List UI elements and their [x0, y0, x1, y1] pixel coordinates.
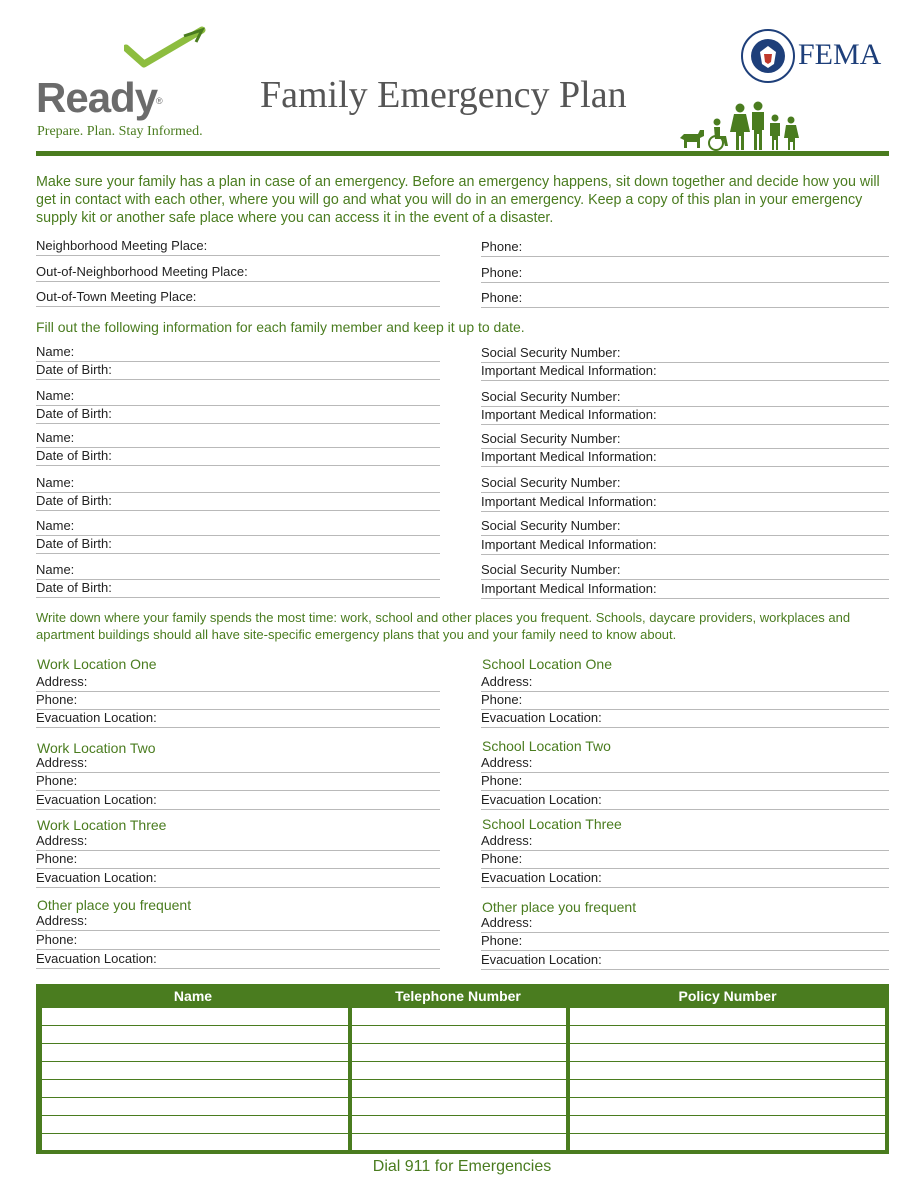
field-label: Out-of-Neighborhood Meeting Place:	[36, 264, 248, 279]
field-label: Name:	[36, 430, 75, 445]
field-label: Phone:	[481, 692, 523, 707]
places-instructions: Write down where your family spends the most time: work, school and other places you frequent. Schools, daycare providers, workplaces and apartment buildings should all have site-specific emergency plans that you and your family need to know about.	[36, 610, 851, 642]
field-label: Address:	[36, 674, 88, 689]
field-label: Date of Birth:	[36, 406, 112, 421]
evacuation-field[interactable]	[481, 710, 889, 728]
member-dob-field[interactable]	[36, 536, 440, 554]
evacuation-field[interactable]	[36, 951, 440, 969]
field-label: Evacuation Location:	[36, 870, 157, 885]
location-heading: School Location Two	[482, 738, 611, 754]
out-of-town-phone-field[interactable]	[481, 290, 889, 308]
phone-field[interactable]	[36, 851, 440, 869]
field-label: Important Medical Information:	[481, 537, 657, 552]
field-label: Phone:	[36, 773, 78, 788]
intro-text: Make sure your family has a plan in case of an emergency. Before an emergency happens, sit down together and decide how you will get in contact with each other, where you will go and what you will do in an emergency. Keep a copy of this plan in your emergency supply kit or another safe place where you can access it in the event of a disaster.	[36, 174, 880, 226]
field-label: Social Security Number:	[481, 562, 621, 577]
field-label: Important Medical Information:	[481, 494, 657, 509]
evacuation-field[interactable]	[36, 870, 440, 888]
field-label: Address:	[36, 913, 88, 928]
out-of-neighborhood-phone-field[interactable]	[481, 265, 889, 283]
member-ssn-field[interactable]	[481, 431, 889, 449]
address-field[interactable]	[481, 674, 889, 692]
address-field[interactable]	[481, 755, 889, 773]
field-label: Name:	[36, 562, 75, 577]
checkmark-icon	[124, 26, 206, 70]
field-label: Name:	[36, 344, 75, 359]
field-label: Important Medical Information:	[481, 407, 657, 422]
location-heading: School Location One	[482, 656, 612, 672]
evacuation-field[interactable]	[36, 710, 440, 728]
member-medical-field[interactable]	[481, 449, 889, 467]
evacuation-field[interactable]	[36, 792, 440, 810]
field-label: Neighborhood Meeting Place:	[36, 238, 208, 253]
address-field[interactable]	[481, 915, 889, 933]
table-header	[40, 984, 885, 1008]
member-ssn-field[interactable]	[481, 562, 889, 580]
field-label: Phone:	[481, 265, 523, 280]
table-column-telephone[interactable]	[352, 1008, 566, 1150]
field-label: Address:	[36, 755, 88, 770]
field-label: Phone:	[36, 692, 78, 707]
field-label: Social Security Number:	[481, 345, 621, 360]
field-label: Evacuation Location:	[481, 792, 602, 807]
fema-wordmark: FEMA	[798, 38, 882, 71]
column-header-telephone: Telephone Number	[395, 988, 521, 1004]
member-medical-field[interactable]	[481, 581, 889, 599]
member-medical-field[interactable]	[481, 407, 889, 425]
field-label: Phone:	[481, 851, 523, 866]
field-label: Phone:	[481, 773, 523, 788]
field-label: Important Medical Information:	[481, 449, 657, 464]
location-heading: School Location Three	[482, 816, 622, 832]
neighborhood-meeting-field[interactable]	[36, 238, 440, 256]
tagline: Prepare. Plan. Stay Informed.	[37, 124, 203, 139]
phone-field[interactable]	[481, 851, 889, 869]
phone-field[interactable]	[481, 692, 889, 710]
phone-field[interactable]	[481, 773, 889, 791]
evacuation-field[interactable]	[481, 792, 889, 810]
member-name-field[interactable]	[36, 562, 440, 580]
dhs-seal-icon	[740, 28, 796, 84]
evacuation-field[interactable]	[481, 870, 889, 888]
member-ssn-field[interactable]	[481, 389, 889, 407]
field-label: Address:	[36, 833, 88, 848]
evacuation-field[interactable]	[481, 952, 889, 970]
address-field[interactable]	[36, 913, 440, 931]
page-title: Family Emergency Plan	[260, 74, 627, 116]
emergency-footer: Dial 911 for Emergencies	[372, 1158, 552, 1175]
field-label: Address:	[481, 674, 533, 689]
table-column-name[interactable]	[42, 1008, 348, 1150]
member-dob-field[interactable]	[36, 362, 440, 380]
contacts-table	[36, 984, 889, 1154]
registered-mark: ®	[156, 96, 163, 106]
out-of-town-meeting-field[interactable]	[36, 289, 440, 307]
field-label: Phone:	[36, 932, 78, 947]
member-dob-field[interactable]	[36, 406, 440, 424]
member-medical-field[interactable]	[481, 494, 889, 512]
address-field[interactable]	[481, 833, 889, 851]
field-label: Evacuation Location:	[36, 710, 157, 725]
member-name-field[interactable]	[36, 388, 440, 406]
address-field[interactable]	[36, 674, 440, 692]
location-heading: Other place you frequent	[37, 897, 192, 913]
phone-field[interactable]	[36, 932, 440, 950]
member-dob-field[interactable]	[36, 448, 440, 466]
member-name-field[interactable]	[36, 344, 440, 362]
phone-field[interactable]	[481, 933, 889, 951]
column-header-name: Name	[173, 988, 213, 1004]
field-label: Social Security Number:	[481, 431, 621, 446]
field-label: Date of Birth:	[36, 493, 112, 508]
header-divider	[36, 151, 889, 156]
member-name-field[interactable]	[36, 475, 440, 493]
field-label: Social Security Number:	[481, 475, 621, 490]
field-label: Phone:	[481, 933, 523, 948]
field-label: Phone:	[36, 851, 78, 866]
field-label: Social Security Number:	[481, 389, 621, 404]
location-heading: Work Location One	[37, 656, 157, 672]
member-ssn-field[interactable]	[481, 475, 889, 493]
field-label: Date of Birth:	[36, 580, 112, 595]
field-label: Name:	[36, 518, 75, 533]
out-of-neighborhood-meeting-field[interactable]	[36, 264, 440, 282]
address-field[interactable]	[36, 755, 440, 773]
field-label: Evacuation Location:	[481, 710, 602, 725]
field-label: Out-of-Town Meeting Place:	[36, 289, 197, 304]
field-label: Phone:	[481, 290, 523, 305]
family-icon	[678, 98, 804, 152]
member-medical-field[interactable]	[481, 363, 889, 381]
field-label: Address:	[481, 915, 533, 930]
location-heading: Work Location Three	[37, 817, 167, 833]
member-name-field[interactable]	[36, 518, 440, 536]
field-label: Evacuation Location:	[481, 952, 602, 967]
field-label: Date of Birth:	[36, 362, 112, 377]
member-ssn-field[interactable]	[481, 345, 889, 363]
field-label: Important Medical Information:	[481, 581, 657, 596]
phone-field[interactable]	[36, 692, 440, 710]
field-label: Evacuation Location:	[36, 951, 157, 966]
member-name-field[interactable]	[36, 430, 440, 448]
field-label: Important Medical Information:	[481, 363, 657, 378]
field-label: Name:	[36, 388, 75, 403]
field-label: Evacuation Location:	[36, 792, 157, 807]
ready-wordmark: Ready	[36, 74, 158, 121]
column-header-policy: Policy Number	[678, 988, 777, 1004]
members-instructions: Fill out the following information for each family member and keep it up to date.	[36, 319, 525, 335]
field-label: Address:	[481, 833, 533, 848]
field-label: Date of Birth:	[36, 536, 112, 551]
field-label: Date of Birth:	[36, 448, 112, 463]
field-label: Name:	[36, 475, 75, 490]
field-label: Phone:	[481, 239, 523, 254]
field-label: Social Security Number:	[481, 518, 621, 533]
location-heading: Other place you frequent	[482, 899, 637, 915]
location-heading: Work Location Two	[37, 740, 156, 756]
table-column-policy[interactable]	[570, 1008, 885, 1150]
address-field[interactable]	[36, 833, 440, 851]
member-ssn-field[interactable]	[481, 518, 889, 536]
member-dob-field[interactable]	[36, 580, 440, 598]
field-label: Evacuation Location:	[481, 870, 602, 885]
neighborhood-phone-field[interactable]	[481, 239, 889, 257]
member-dob-field[interactable]	[36, 493, 440, 511]
field-label: Address:	[481, 755, 533, 770]
phone-field[interactable]	[36, 773, 440, 791]
member-medical-field[interactable]	[481, 537, 889, 555]
